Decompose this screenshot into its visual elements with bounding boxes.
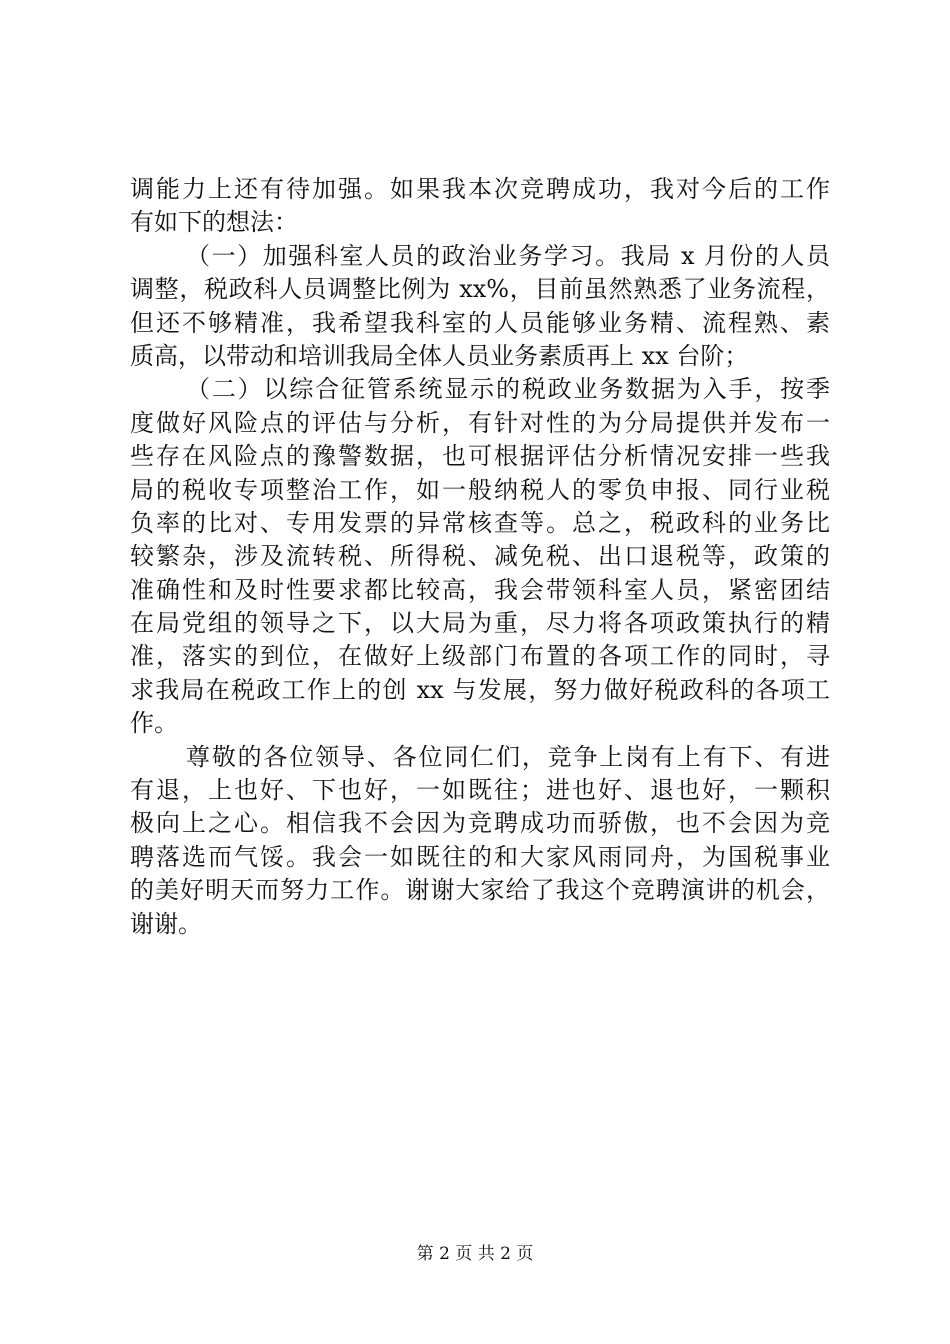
text-line: 质高，以带动和培训我局全体人员业务素质再上 xx 台阶； <box>130 341 749 370</box>
text-line: 准，落实的到位，在做好上级部门布置的各项工作的同时，寻 <box>130 642 830 671</box>
text-line: 作。 <box>130 709 178 738</box>
text-line: 的美好明天而努力工作。谢谢大家给了我这个竞聘演讲的机会， <box>130 876 830 905</box>
text-line: 聘落选而气馁。我会一如既往的和大家风雨同舟，为国税事业 <box>130 842 830 871</box>
text-line: 调整，税政科人员调整比例为 xx%，目前虽然熟悉了业务流程， <box>130 275 830 304</box>
text-line: 谢谢。 <box>130 909 202 938</box>
text-line: 但还不够精准，我希望我科室的人员能够业务精、流程熟、素 <box>130 308 830 337</box>
text-line: （一）加强科室人员的政治业务学习。我局 x 月份的人员 <box>186 241 830 270</box>
text-line: 些存在风险点的豫警数据，也可根据评估分析情况安排一些我 <box>130 442 830 471</box>
text-line: 负率的比对、专用发票的异常核查等。总之，税政科的业务比 <box>130 508 830 537</box>
text-line: 局的税收专项整治工作，如一般纳税人的零负申报、同行业税 <box>130 475 830 504</box>
text-line: 有退，上也好、下也好，一如既往；进也好、退也好，一颗积 <box>130 776 830 805</box>
text-line: 调能力上还有待加强。如果我本次竞聘成功，我对今后的工作 <box>130 175 830 203</box>
text-line: 在局党组的领导之下，以大局为重，尽力将各项政策执行的精 <box>130 609 830 638</box>
text-line: 准确性和及时性要求都比较高，我会带领科室人员，紧密团结 <box>130 575 830 604</box>
text-line: 尊敬的各位领导、各位同仁们，竞争上岗有上有下、有进 <box>186 742 830 771</box>
text-line: 极向上之心。相信我不会因为竞聘成功而骄傲，也不会因为竞 <box>130 809 830 838</box>
text-line: 较繁杂，涉及流转税、所得税、减免税、出口退税等，政策的 <box>130 542 830 571</box>
text-line: 求我局在税政工作上的创 xx 与发展，努力做好税政科的各项工 <box>130 675 830 704</box>
text-line: （二）以综合征管系统显示的税政业务数据为入手，按季 <box>186 375 830 404</box>
text-line: 有如下的想法： <box>130 208 298 237</box>
page-footer: 第 2 页 共 2 页 <box>416 1244 534 1264</box>
text-line: 度做好风险点的评估与分析，有针对性的为分局提供并发布一 <box>130 408 830 437</box>
document-body <box>130 173 830 941</box>
